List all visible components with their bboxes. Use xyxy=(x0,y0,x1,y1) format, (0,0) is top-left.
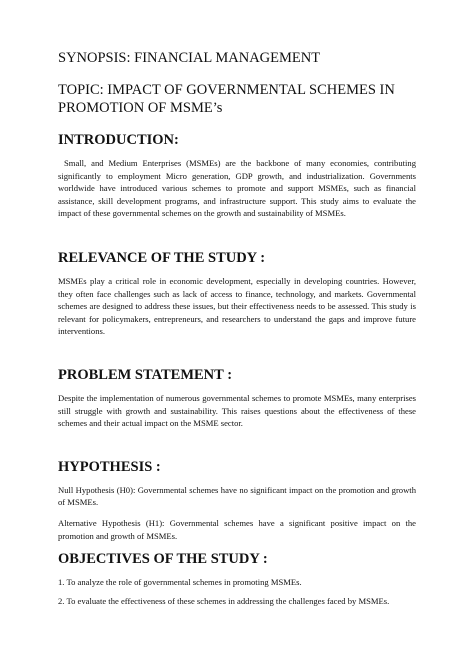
document-title: SYNOPSIS: FINANCIAL MANAGEMENT xyxy=(58,50,321,66)
relevance-heading: RELEVANCE OF THE STUDY : xyxy=(58,249,266,266)
problem-statement-heading: PROBLEM STATEMENT : xyxy=(58,366,233,383)
objective-item: 2. To evaluate the effectiveness of these schemes in addressing the challenges faced by MSMEs. xyxy=(58,595,390,606)
relevance-paragraph: MSMEs play a critical role in economic development, especially in developing countries. However, they often face challenges such as lack of access to finance, technology, and markets. Governmental schemes are designed to address these issues, but their effectiveness needs to be assessed. This study is relevant for policymakers, entrepreneurs, and researchers to understand the gaps and improve future interventions. xyxy=(58,275,416,337)
introduction-heading: INTRODUCTION: xyxy=(58,132,179,148)
objectives-heading: OBJECTIVES OF THE STUDY : xyxy=(58,551,268,568)
introduction-paragraph: Small, and Medium Enterprises (MSMEs) are the backbone of many economies, contributing significantly to employment Micro generation, GDP growth, and industrialization. Governments worldwide have introduced various schemes to promote and support MSMEs, such as financial assistance, skill development programs, and infrastructure support. This study aims to evaluate the impact of these governmental schemes on the growth and sustainability of MSMEs. xyxy=(58,158,416,219)
document-content xyxy=(58,49,416,607)
objective-item: 1. To analyze the role of governmental schemes in promoting MSMEs. xyxy=(58,577,302,588)
hypothesis-heading: HYPOTHESIS : xyxy=(58,458,161,475)
problem-statement-paragraph: Despite the implementation of numerous governmental schemes to promote MSMEs, many enterprises still struggle with growth and sustainability. This raises questions about the effectiveness of these schemes and their actual impact on the MSME sector. xyxy=(58,392,416,429)
null-hypothesis-paragraph: Null Hypothesis (H0): Governmental schemes have no significant impact on the promotion and growth of MSMEs. xyxy=(58,484,416,508)
alternative-hypothesis-paragraph: Alternative Hypothesis (H1): Governmental schemes have a significant positive impact on the promotion and growth of MSMEs. xyxy=(58,517,416,541)
document-topic: TOPIC: IMPACT OF GOVERNMENTAL SCHEMES IN PROMOTION OF MSME’s xyxy=(58,82,395,116)
